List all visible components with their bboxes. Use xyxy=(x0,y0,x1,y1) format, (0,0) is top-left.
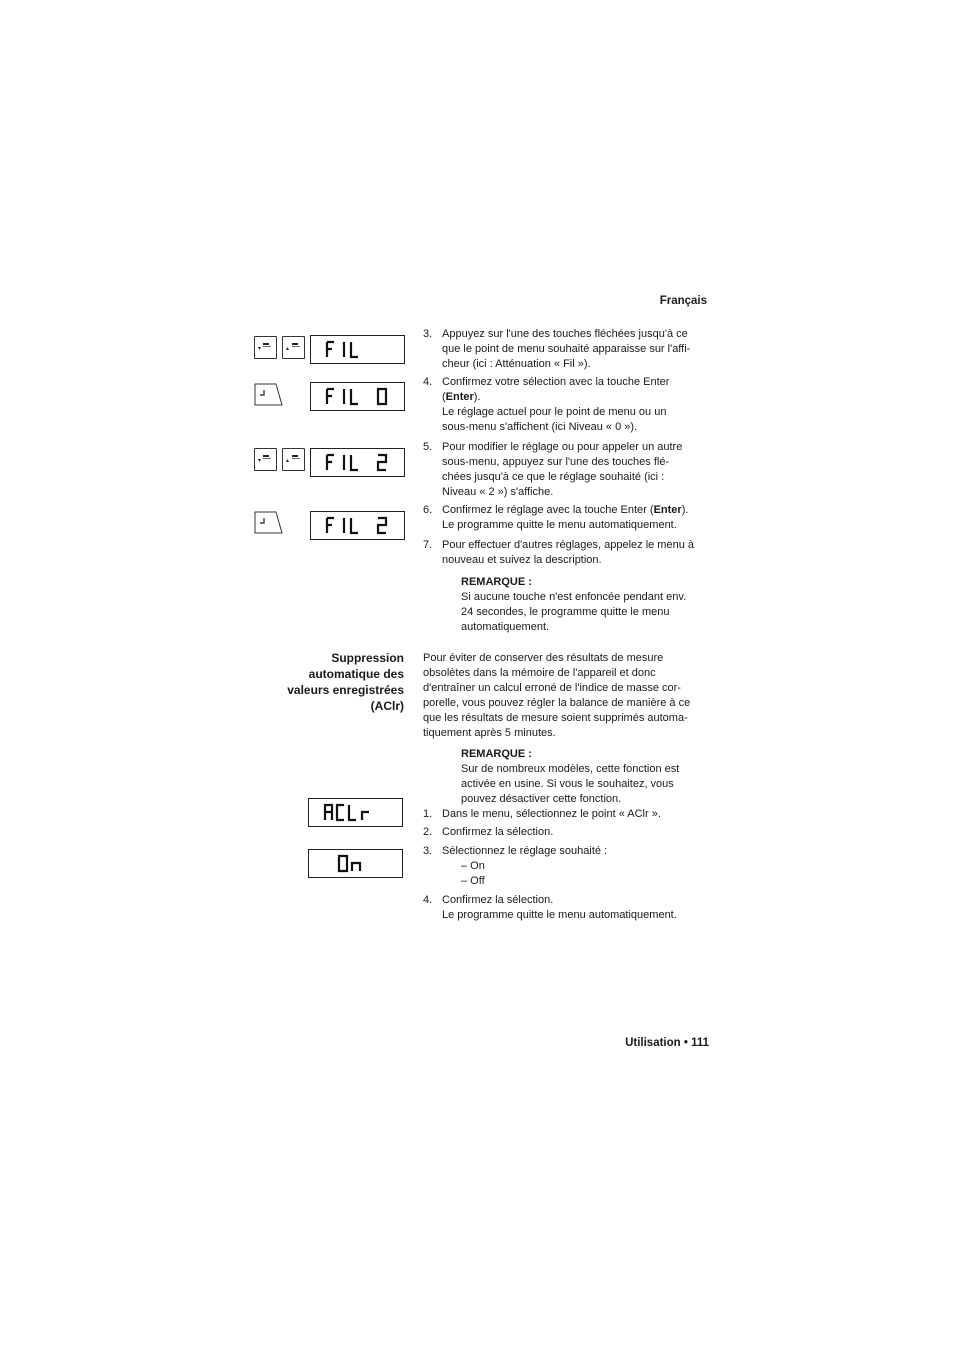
lcd-display-fil-0 xyxy=(310,382,405,411)
step-text: Confirmez le réglage avec la touche Enter (Enter). xyxy=(442,504,689,516)
step-text: Niveau « 2 ») s'affiche. xyxy=(442,486,554,498)
step-number: 1. xyxy=(423,808,433,820)
note-text: Si aucune touche n'est enfoncée pendant env. xyxy=(461,591,687,603)
note-text: automatiquement. xyxy=(461,621,550,633)
step-number: 4. xyxy=(423,376,433,388)
step-text: sous-menu, appuyez sur l'une des touches flé- xyxy=(442,456,670,468)
step-text: Le programme quitte le menu automatiquement. xyxy=(442,909,677,921)
step-text: nouveau et suivez la description. xyxy=(442,554,602,566)
section-heading xyxy=(240,650,404,714)
step-text: Confirmez votre sélection avec la touche Enter xyxy=(442,376,670,388)
enter-key-label: Enter xyxy=(445,391,474,403)
step-5 xyxy=(423,440,713,500)
step-number: 3. xyxy=(423,845,433,857)
heading-line: (AClr) xyxy=(370,699,404,713)
intro-text: d'entraîner un calcul erroné de l'indice de masse cor- xyxy=(423,682,681,694)
step-4 xyxy=(423,375,713,435)
step-7 xyxy=(423,538,713,568)
option-on: – On xyxy=(461,860,485,872)
step-number: 3. xyxy=(423,328,433,340)
lcd-display-fil-2-confirmed xyxy=(310,511,405,540)
note-text: 24 secondes, le programme quitte le menu xyxy=(461,606,670,618)
arrow-down-key-icon xyxy=(254,448,277,471)
note-text: pouvez désactiver cette fonction. xyxy=(461,793,622,805)
note-timeout xyxy=(461,575,711,635)
note-text: Sur de nombreux modèles, cette fonction est xyxy=(461,763,680,775)
step-text: Le programme quitte le menu automatiquement. xyxy=(442,519,677,531)
aclr-step-3 xyxy=(423,844,713,889)
step-6 xyxy=(423,503,713,533)
heading-line: Suppression xyxy=(331,651,404,665)
step-text: Sélectionnez le réglage souhaité : xyxy=(442,845,608,857)
arrow-up-key-icon xyxy=(282,448,305,471)
intro-text: porelle, vous pouvez régler la balance de manière à ce xyxy=(423,697,691,709)
language-label: Français xyxy=(659,295,707,307)
step-text: Pour effectuer d'autres réglages, appelez le menu à xyxy=(442,539,695,551)
section-intro xyxy=(423,651,713,741)
step-number: 4. xyxy=(423,894,433,906)
step-number: 5. xyxy=(423,441,433,453)
note-title: REMARQUE : xyxy=(461,748,532,760)
lcd-display-aclr xyxy=(308,798,403,827)
lcd-display-fil xyxy=(310,335,405,364)
step-text: cheur (ici : Atténuation « Fil »). xyxy=(442,358,591,370)
step-text: (Enter). xyxy=(442,391,481,403)
step-number: 6. xyxy=(423,504,433,516)
step-text: sous-menu s'affichent (ici Niveau « 0 »). xyxy=(442,421,638,433)
enter-key-icon xyxy=(254,383,282,404)
option-off: – Off xyxy=(461,875,485,887)
arrow-down-key-icon xyxy=(254,336,277,359)
arrow-up-key-icon xyxy=(282,336,305,359)
lcd-display-on xyxy=(308,849,403,878)
heading-line: valeurs enregistrées xyxy=(287,683,404,697)
page-footer: Utilisation • 111 xyxy=(625,1037,709,1049)
step-text: Pour modifier le réglage ou pour appeler un autre xyxy=(442,441,683,453)
step-text: Dans le menu, sélectionnez le point « AClr ». xyxy=(442,808,661,820)
step-3 xyxy=(423,327,713,372)
lcd-display-fil-2 xyxy=(310,448,405,477)
step-text: que le point de menu souhaité apparaisse sur l'affi- xyxy=(442,343,691,355)
step-text: Appuyez sur l'une des touches fléchées jusqu'à ce xyxy=(442,328,688,340)
aclr-step-4 xyxy=(423,893,713,923)
step-text: Confirmez la sélection. xyxy=(442,894,554,906)
intro-text: Pour éviter de conserver des résultats de mesure xyxy=(423,652,664,664)
intro-text: obsolètes dans la mémoire de l'appareil et donc xyxy=(423,667,656,679)
step-text: chées jusqu'à ce que le réglage souhaité (ici : xyxy=(442,471,665,483)
note-title: REMARQUE : xyxy=(461,576,532,588)
note-factory-setting xyxy=(461,747,711,807)
heading-line: automatique des xyxy=(308,667,404,681)
aclr-step-1 xyxy=(423,807,713,822)
note-text: activée en usine. Si vous le souhaitez, vous xyxy=(461,778,674,790)
step-number: 7. xyxy=(423,539,433,551)
enter-key-label: Enter xyxy=(653,504,682,516)
aclr-step-2 xyxy=(423,825,713,840)
intro-text: tiquement après 5 minutes. xyxy=(423,727,556,739)
step-text: Confirmez la sélection. xyxy=(442,826,554,838)
intro-text: que les résultats de mesure soient supprimés automa- xyxy=(423,712,688,724)
enter-key-icon xyxy=(254,511,282,532)
step-number: 2. xyxy=(423,826,433,838)
step-text: Le réglage actuel pour le point de menu ou un xyxy=(442,406,667,418)
